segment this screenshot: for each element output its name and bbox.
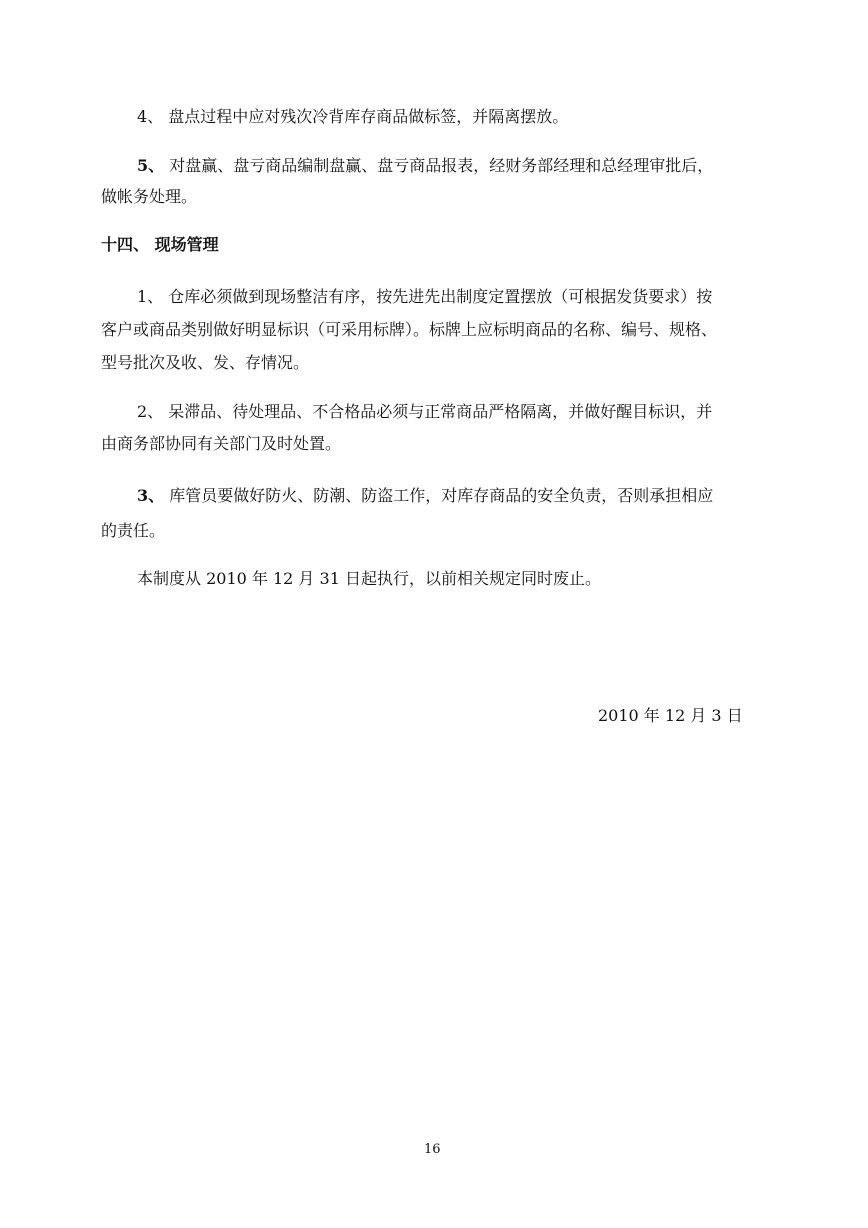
item-5-line-1 — [137, 156, 713, 176]
item-3-line-2: 的责任。 — [101, 521, 166, 540]
item-2-line-1: 2、 呆滞品、待处理品、不合格品必须与正常商品严格隔离，并做好醒目标识，并 — [137, 402, 713, 421]
item-1-line-1: 1、 仓库必须做到现场整洁有序，按先进先出制度定置摆放（可根据发货要求）按 — [137, 287, 713, 306]
section-heading: 十四、 现场管理 — [101, 235, 219, 254]
item-1-line-3: 型号批次及收、发、存情况。 — [101, 353, 310, 372]
item-5-line-2: 做帐务处理。 — [101, 187, 198, 206]
effective-statement: 本制度从 2010 年 12 月 31 日起执行，以前相关规定同时废止。 — [137, 569, 601, 588]
item-2-line-2: 由商务部协同有关部门及时处置。 — [101, 434, 342, 453]
item-5-text: 对盘赢、盘亏商品编制盘赢、盘亏商品报表，经财务部经理和总经理审批后， — [169, 156, 714, 175]
item-1-line-2: 客户或商品类别做好明显标识（可采用标牌）。标牌上应标明商品的名称、编号、规格、 — [101, 320, 718, 339]
page-number: 16 — [424, 1142, 441, 1157]
item-3-line-1 — [137, 486, 713, 506]
item-4: 4、 盘点过程中应对残次冷背库存商品做标签，并隔离摆放。 — [137, 107, 569, 126]
item-3-text: 库管员要做好防火、防潮、防盗工作，对库存商品的安全负责，否则承担相应 — [169, 486, 714, 505]
item-5-number: 5、 — [137, 156, 165, 175]
item-3-number: 3、 — [137, 486, 165, 505]
document-date: 2010 年 12 月 3 日 — [598, 706, 743, 725]
